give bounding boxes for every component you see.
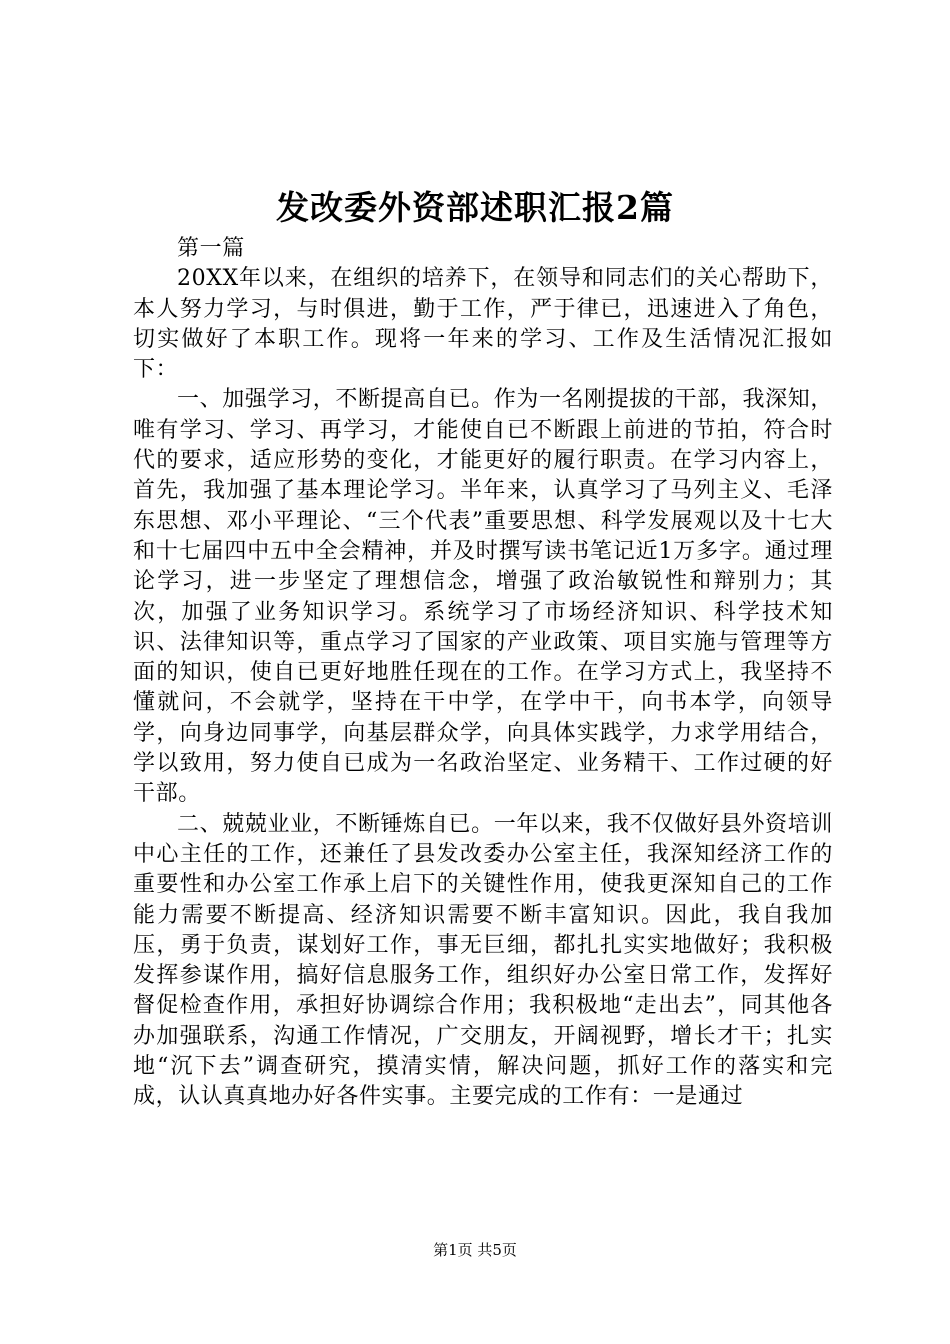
paragraph-study: 一、加强学习，不断提高自已。作为一名刚提拔的干部，我深知，唯有学习、学习、再学习，才能使自已不断跟上前进的节拍，符合时代的要求，适应形势的变化，才能更好的履行职责。在学习内容上，首先，我加强了基本理论学习。半年来，认真学习了马列主义、毛泽东思想、邓小平理论、“三个代表”重要思想、科学发展观以及十七大和十七届四中五中全会精神，并及时撰写读书笔记近1万多字。通过理论学习，进一步坚定了理想信念，增强了政治敏锐性和辩别力；其次，加强了业务知识学习。系统学习了市场经济知识、科学技术知识、法律知识等，重点学习了国家的产业政策、项目实施与管理等方面的知识，使自已更好地胜任现在的工作。在学习方式上，我坚持不懂就问，不会就学，坚持在干中学，在学中干，向书本学，向领导学，向身边同事学，向基层群众学，向具体实践学，力求学用结合，学以致用，努力使自已成为一名政治坚定、业务精干、工作过硬的好干部。 bbox=[133, 387, 833, 807]
paragraph-work: 二、兢兢业业，不断锤炼自已。一年以来，我不仅做好县外资培训中心主任的工作，还兼任了县发改委办公室主任，我深知经济工作的重要性和办公室工作承上启下的关键性作用，使我更深知自己的工作能力需要不断提高、经济知识需要不断丰富知识。因此，我自我加压，勇于负责，谋划好工作，事无巨细，都扎扎实实地做好；我积极发挥参谋作用，搞好信息服务工作，组织好办公室日常工作，发挥好督促检查作用，承担好协调综合作用；我积极地“走出去”，同其他各办加强联系，沟通工作情况，广交朋友，开阔视野，增长才干；扎实地“沉下去”调查研究，摸清实情，解决问题，抓好工作的落实和完成，认认真真地办好各件实事。主要完成的工作有：一是通过 bbox=[133, 811, 833, 1110]
section-heading: 第一篇 bbox=[177, 236, 245, 261]
paragraph-intro: 20XX年以来，在组织的培养下，在领导和同志们的关心帮助下，本人努力学习，与时俱进，勤于工作，严于律已，迅速进入了角色，切实做好了本职工作。现将一年来的学习、工作及生活情况汇报如下： bbox=[133, 266, 833, 383]
document-body bbox=[133, 234, 833, 1113]
document-title: 发改委外资部述职汇报2篇 bbox=[276, 188, 674, 227]
page-footer: 第1页 共5页 bbox=[433, 1241, 517, 1259]
